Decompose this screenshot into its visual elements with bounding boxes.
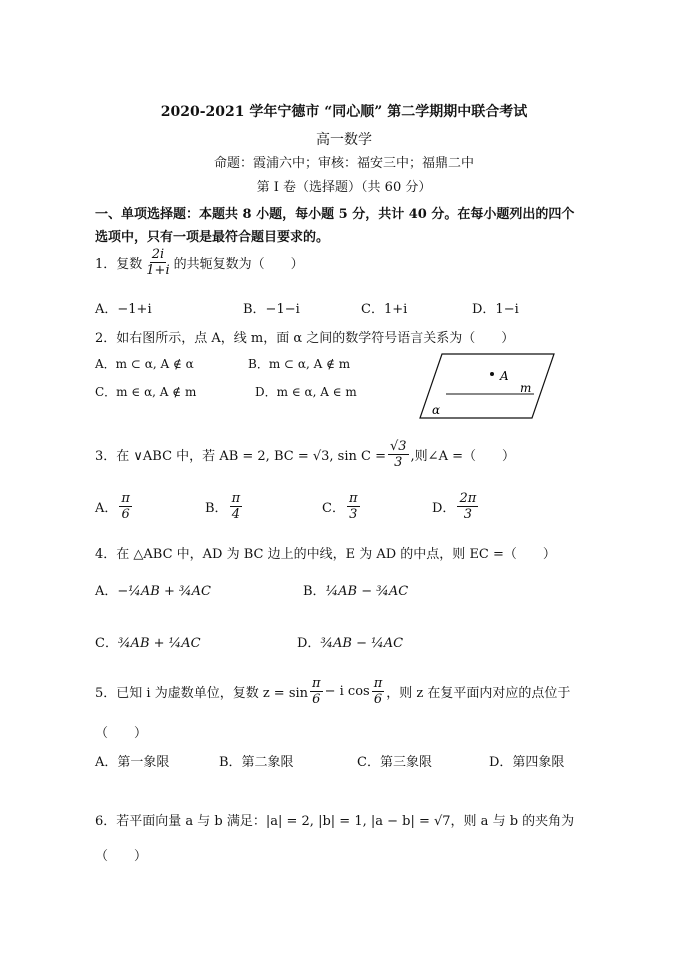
question-3 xyxy=(95,440,515,469)
q3-option-a-frac xyxy=(119,492,132,521)
point-a-label: A xyxy=(500,369,509,383)
q1-frac-num: 2i xyxy=(151,247,165,262)
exam-title: 2020-2021 学年宁德市 “同心顺” 第二学期期中联合考试 xyxy=(160,104,528,120)
q3-b-den: 4 xyxy=(231,507,240,522)
q3-option-b xyxy=(205,492,244,521)
q2-plane-figure xyxy=(418,352,558,422)
q1-option-c: C．1+i xyxy=(361,302,408,317)
point-a-dot xyxy=(490,372,494,376)
question-1 xyxy=(95,248,304,277)
q3-a-den: 6 xyxy=(121,507,130,522)
q3-b-num: π xyxy=(231,491,241,506)
q3-prefix: 3．在 ∨ABC 中，若 AB = 2, BC = √3, sin C = xyxy=(95,449,386,464)
q2-option-b: B．m ⊂ α, A ∉ m xyxy=(248,357,351,371)
q6-blank: （ ） xyxy=(95,849,148,864)
q3-c-den: 3 xyxy=(349,507,358,522)
q1-option-b: B．−1−i xyxy=(243,302,300,317)
q3-d-den: 3 xyxy=(463,507,472,522)
q5-option-b: B．第二象限 xyxy=(219,755,294,770)
q4-option-b xyxy=(303,580,408,599)
q3-a-num: π xyxy=(121,491,130,506)
q3-option-b-label: B． xyxy=(205,501,228,516)
q3-option-a xyxy=(95,492,134,521)
q1-suffix: 的共轭复数为（ ） xyxy=(173,257,304,272)
q3-option-b-frac xyxy=(230,492,243,521)
q5-fraction-2 xyxy=(372,677,385,706)
q3-option-c-label: C． xyxy=(322,501,345,516)
q4-option-c-label: C． xyxy=(95,636,118,651)
q3-option-c xyxy=(322,492,362,521)
q4-option-d-expr: ¾AB − ¼AC xyxy=(320,636,404,651)
q3-option-d-label: D． xyxy=(432,501,456,516)
q4-option-d-label: D． xyxy=(297,636,321,651)
q4-option-b-expr: ¼AB − ¾AC xyxy=(325,584,409,599)
q3-suffix: ,则∠A =（ ） xyxy=(410,449,515,464)
q2-option-c: C．m ∈ α, A ∉ m xyxy=(95,385,197,399)
exam-part-heading: 第 Ⅰ 卷（选择题）（共 60 分） xyxy=(256,180,432,195)
q1-frac-den: 1+i xyxy=(146,263,170,278)
exam-authors: 命题：霞浦六中；审核：福安三中；福鼎二中 xyxy=(213,156,474,171)
line-m-label: m xyxy=(520,381,532,395)
q4-option-a-expr: −¼AB + ¾AC xyxy=(117,584,211,599)
q3-option-d xyxy=(432,492,480,521)
q3-option-d-frac xyxy=(457,492,478,521)
q4-option-c-expr: ¾AB + ¼AC xyxy=(117,636,201,651)
q1-option-d: D．1−i xyxy=(472,302,519,317)
q3-option-c-frac xyxy=(347,492,360,521)
section1-line2: 选项中，只有一项是最符合题目要求的。 xyxy=(95,230,330,245)
q4-option-b-label: B． xyxy=(303,584,326,599)
q3-c-num: π xyxy=(348,491,358,506)
q2-option-a: A．m ⊂ α, A ∉ α xyxy=(95,357,194,371)
q5-option-c: C．第三象限 xyxy=(357,755,432,770)
q4-option-d xyxy=(297,632,403,651)
q5-option-d: D．第四象限 xyxy=(489,755,565,770)
q2-option-d: D．m ∈ α, A ∈ m xyxy=(255,385,357,399)
plane-alpha-label: α xyxy=(432,403,441,417)
q3-d-num: 2π xyxy=(459,491,477,506)
exam-subject: 高一数学 xyxy=(316,132,372,148)
q5-blank: （ ） xyxy=(95,726,148,741)
q4-option-c xyxy=(95,632,201,651)
q1-fraction xyxy=(144,248,171,277)
q5-option-a: A．第一象限 xyxy=(95,755,170,770)
q5-prefix: 5．已知 i 为虚数单位，复数 z = sin xyxy=(95,686,309,701)
q5-mid: − i cos xyxy=(324,684,370,699)
q3-frac-den: 3 xyxy=(394,455,403,470)
question-5 xyxy=(95,677,570,706)
q5-frac2-den: 6 xyxy=(373,692,383,707)
q5-frac1-num: π xyxy=(312,676,321,691)
q5-frac2-num: π xyxy=(373,676,383,691)
q5-frac1-den: 6 xyxy=(312,692,321,707)
section1-line1: 一、单项选择题：本题共 8 小题，每小题 5 分，共计 40 分。在每小题列出的四个 xyxy=(95,207,575,222)
q3-fraction xyxy=(388,440,409,469)
q5-fraction-1 xyxy=(310,677,323,706)
q3-option-a-label: A． xyxy=(95,501,118,516)
q3-frac-num: √3 xyxy=(389,439,407,454)
q5-suffix: ，则 z 在复平面内对应的点位于 xyxy=(386,686,571,701)
question-6: 6．若平面向量 a 与 b 满足：|a| = 2, |b| = 1, |a − b| = √7，则 a 与 b 的夹角为 xyxy=(95,814,575,829)
q1-prefix: 1．复数 xyxy=(95,257,143,272)
q4-option-a xyxy=(95,580,211,599)
question-2: 2．如右图所示，点 A，线 m，面 α 之间的数学符号语言关系为（ ） xyxy=(95,331,515,346)
q4-option-a-label: A． xyxy=(95,584,118,599)
q1-option-a: A．−1+i xyxy=(95,302,152,317)
question-4: 4．在 △ABC 中，AD 为 BC 边上的中线，E 为 AD 的中点，则 EC =（ ） xyxy=(95,547,556,562)
